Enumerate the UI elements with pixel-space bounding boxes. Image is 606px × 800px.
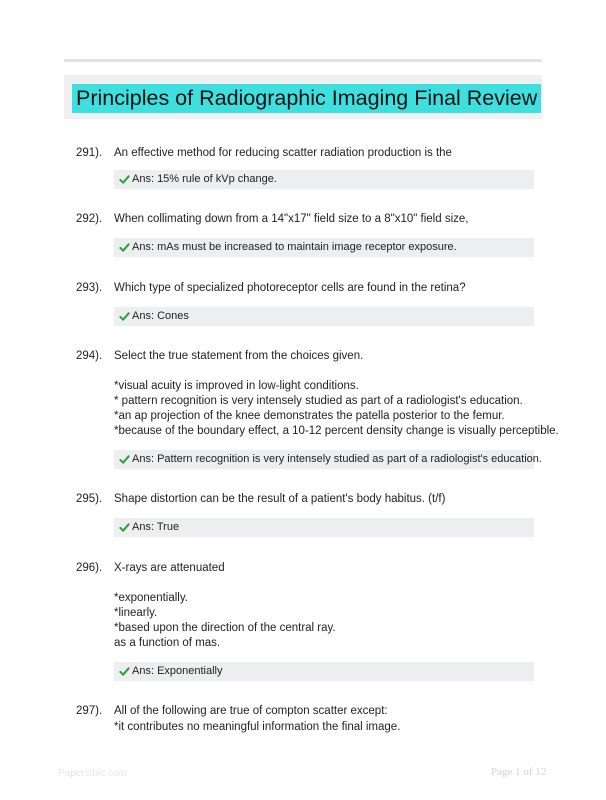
- answer-box: [114, 662, 534, 681]
- answer-box: [114, 170, 534, 189]
- choice-item: *it contributes no meaningful information the final image.: [114, 721, 401, 733]
- question-number: 295).: [76, 493, 103, 505]
- question-text: X-rays are attenuated: [114, 562, 225, 574]
- question-number: 292).: [76, 213, 103, 225]
- check-icon: [119, 311, 130, 322]
- answer-box: [114, 307, 534, 326]
- choice-item: *an ap projection of the knee demonstrates the patella posterior to the femur.: [114, 410, 505, 422]
- question-text: Shape distortion can be the result of a patient's body habitus. (t/f): [114, 493, 446, 505]
- answer-box: [114, 518, 534, 537]
- choice-item: *linearly.: [114, 607, 158, 619]
- question-number: 291).: [76, 147, 103, 159]
- page-title: Principles of Radiographic Imaging Final Review: [72, 84, 541, 113]
- question-number: 296).: [76, 562, 103, 574]
- answer-text: Ans: 15% rule of kVp change.: [132, 173, 277, 185]
- choice-list: [114, 720, 400, 735]
- check-icon: [119, 522, 130, 533]
- answer-text: Ans: Exponentially: [132, 665, 223, 677]
- question-text: When collimating down from a 14"x17" field size to a 8"x10" field size,: [114, 213, 469, 225]
- check-icon: [119, 242, 130, 253]
- watermark: Paperstbic.com: [58, 768, 127, 779]
- check-icon: [119, 174, 130, 185]
- page-indicator: Page 1 of 12: [491, 766, 547, 778]
- answer-text: Ans: mAs must be increased to maintain image receptor exposure.: [132, 241, 457, 253]
- check-icon: [119, 666, 130, 677]
- answer-text: Ans: True: [132, 521, 180, 533]
- question-number: 293).: [76, 282, 103, 294]
- question-text: An effective method for reducing scatter radiation production is the: [114, 147, 452, 159]
- answer-text: Ans: Pattern recognition is very intensely studied as part of a radiologist's education.: [132, 453, 542, 465]
- choice-list: [114, 591, 336, 651]
- question-text: All of the following are true of compton scatter except:: [114, 705, 388, 717]
- question-number: 297).: [76, 705, 103, 717]
- top-divider: [64, 59, 542, 62]
- choice-item: *based upon the direction of the central ray.: [114, 622, 336, 634]
- choice-item: *exponentially.: [114, 592, 188, 604]
- question-text: Select the true statement from the choices given.: [114, 350, 364, 362]
- choice-item: as a function of mas.: [114, 637, 221, 649]
- choice-list: [114, 379, 559, 439]
- check-icon: [119, 454, 130, 465]
- answer-box: [114, 450, 542, 469]
- answer-text: Ans: Cones: [132, 310, 189, 322]
- question-text: Which type of specialized photoreceptor cells are found in the retina?: [114, 282, 466, 294]
- choice-item: * pattern recognition is very intensely studied as part of a radiologist's education.: [114, 395, 523, 407]
- choice-item: *because of the boundary effect, a 10-12 percent density change is visually perceptible.: [114, 425, 559, 437]
- title-banner: [64, 75, 542, 119]
- choice-item: *visual acuity is improved in low-light conditions.: [114, 380, 359, 392]
- answer-box: [114, 238, 534, 257]
- question-number: 294).: [76, 350, 103, 362]
